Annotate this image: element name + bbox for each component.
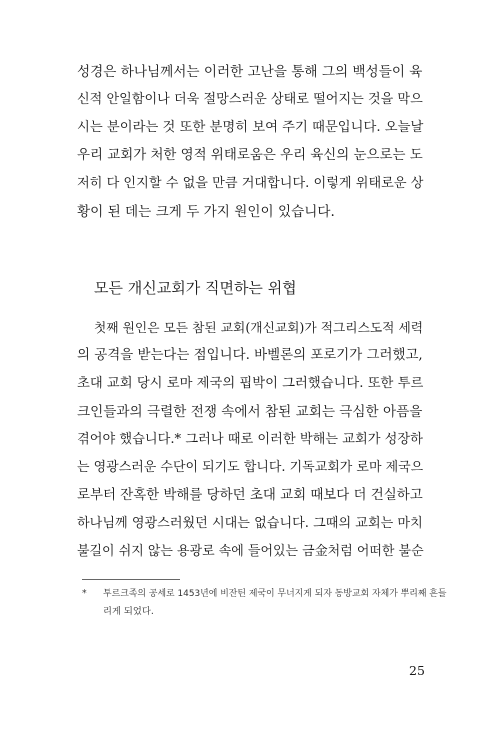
footnote-line: 투르크족의 공세로 1453년에 비잔틴 제국이 무너지게 되자 동방교회 자체가 뿌리째 흔들	[103, 589, 447, 599]
text-line: 불길이 쉬지 않는 용광로 속에 들어있는 금金처럼 어떠한 불순	[77, 544, 424, 559]
text-line: 는 영광스러운 수단이 되기도 합니다. 기독교회가 로마 제국으	[77, 460, 424, 475]
text-line: 신적 안일함이나 더욱 절망스러운 상태로 떨어지는 것을 막으	[77, 92, 423, 107]
section-heading: 모든 개신교회가 직면하는 위협	[94, 279, 297, 297]
footnote-marker: *	[82, 588, 87, 599]
text-line: 로부터 잔혹한 박해를 당하던 초대 교회 때보다 더 건실하고	[77, 488, 423, 503]
body-paragraph	[77, 314, 425, 566]
text-line: 시는 분이라는 것 또한 분명히 보여 주기 때문입니다. 오늘날	[77, 120, 424, 135]
text-line: 겪어야 했습니다.* 그러나 때로 이러한 박해는 교회가 성장하	[77, 432, 423, 447]
page-number: 25	[409, 663, 425, 678]
text-line: 초대 교회 당시 로마 제국의 핍박이 그러했습니다. 또한 투르	[77, 376, 424, 391]
text-line: 하나님께 영광스러웠던 시대는 없습니다. 그때의 교회는 마치	[77, 516, 423, 531]
text-line: 크인들과의 극렬한 전쟁 속에서 참된 교회는 극심한 아픔을	[77, 404, 423, 420]
text-line: 황이 된 데는 크게 두 가지 원인이 있습니다.	[77, 204, 335, 220]
intro-paragraph	[77, 58, 425, 226]
footnote	[82, 585, 447, 621]
text-line: 의 공격을 받는다는 점입니다. 바벨론의 포로기가 그러했고,	[77, 348, 423, 363]
footnote-text	[82, 585, 447, 621]
text-line: 첫째 원인은 모든 참된 교회(개신교회)가 적그리스도적 세력	[94, 320, 424, 335]
footnote-divider	[82, 579, 180, 580]
footnote-line: 리게 되었다.	[103, 606, 154, 617]
text-line: 저히 다 인지할 수 없을 만큼 거대합니다. 이렇게 위태로운 상	[77, 176, 424, 191]
text-line: 우리 교회가 처한 영적 위태로움은 우리 육신의 눈으로는 도	[77, 148, 423, 163]
text-line: 성경은 하나님께서는 이러한 고난을 통해 그의 백성들이 육	[77, 64, 423, 80]
